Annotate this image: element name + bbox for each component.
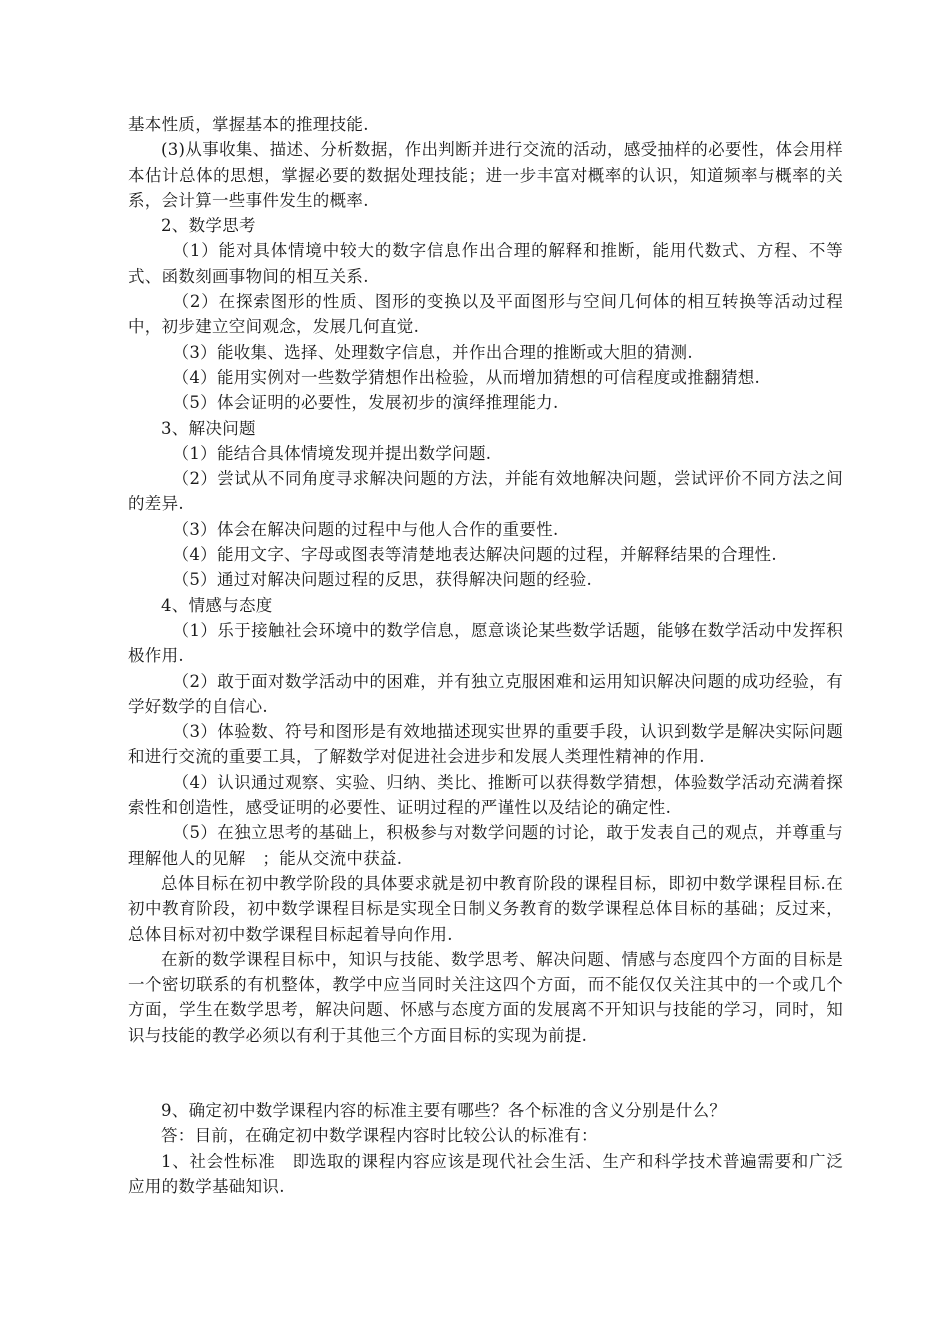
answer-paragraph: 答：目前，在确定初中数学课程内容时比较公认的标准有： (161, 1126, 598, 1146)
list-item: （5）体会证明的必要性，发展初步的演绎推理能力. (172, 393, 559, 413)
section-heading-emotion-attitude: 4、情感与态度 (161, 595, 273, 615)
document-body (128, 112, 843, 1199)
list-item: （5）在独立思考的基础上，积极参与对数学问题的讨论，敢于发表自己的观点，并尊重与理解他人的见解 ；能从交流中获益. (128, 823, 843, 868)
list-item: （3）体会在解决问题的过程中与他人合作的重要性. (172, 519, 559, 539)
answer-paragraph: 1、社会性标准 即选取的课程内容应该是现代社会生活、生产和科学技术普遍需要和广泛应用的数学基础知识. (128, 1151, 843, 1196)
list-item: （2）尝试从不同角度寻求解决问题的方法，并能有效地解决问题，尝试评价不同方法之间的差异. (128, 469, 843, 514)
section-heading-problem-solving: 3、解决问题 (161, 418, 256, 438)
list-item: （3）体验数、符号和图形是有效地描述现实世界的重要手段，认识到数学是解决实际问题和进行交流的重要工具，了解数学对促进社会进步和发展人类理性精神的作用. (128, 722, 843, 767)
list-item: （1）能结合具体情境发现并提出数学问题. (172, 443, 492, 463)
paragraph-gap (128, 1048, 843, 1098)
list-item: （4）能用文字、字母或图表等清楚地表达解决问题的过程，并解释结果的合理性. (172, 545, 777, 565)
list-item: （4）认识通过观察、实验、归纳、类比、推断可以获得数学猜想，体验数学活动充满着探索性和创造性，感受证明的必要性、证明过程的严谨性以及结论的确定性. (128, 772, 843, 818)
list-item: （1）乐于接触社会环境中的数学信息，愿意谈论某些数学话题，能够在数学活动中发挥积极作用. (128, 620, 843, 666)
paragraph-continuation: 基本性质，掌握基本的推理技能. (128, 115, 369, 134)
section-heading-math-thinking: 2、数学思考 (161, 216, 256, 236)
list-item: （4）能用实例对一些数学猜想作出检验，从而增加猜想的可信程度或推翻猜想. (172, 367, 761, 387)
question-heading: 9、确定初中数学课程内容的标准主要有哪些？各个标准的含义分别是什么？ (161, 1100, 727, 1120)
list-item: （2）敢于面对数学活动中的困难，并有独立克服困难和运用知识解决问题的成功经验，有学好数学的自信心. (128, 671, 843, 716)
list-item: （3）能收集、选择、处理数字信息，并作出合理的推断或大胆的猜测. (172, 342, 693, 362)
paragraph-item-3: (3)从事收集、描述、分析数据，作出判断并进行交流的活动，感受抽样的必要性，体会用样本估计总体的思想，掌握必要的数据处理技能；进一步丰富对概率的认识，知道频率与概率的关系，会计算一些事件发生的概率. (128, 140, 843, 210)
body-paragraph: 总体目标在初中教学阶段的具体要求就是初中教育阶段的课程目标，即初中数学课程目标.在初中教育阶段，初中数学课程目标是实现全日制义务教育的数学课程总体目标的基础；反过来，总体目标对初中数学课程目标起着导向作用. (128, 873, 843, 944)
list-item: （5）通过对解决问题过程的反思，获得解决问题的经验. (172, 570, 593, 590)
list-item: （2）在探索图形的性质、图形的变换以及平面图形与空间几何体的相互转换等活动过程中，初步建立空间观念，发展几何直觉. (128, 292, 843, 337)
list-item: （1）能对具体情境中较大的数字信息作出合理的解释和推断，能用代数式、方程、不等式、函数刻画事物间的相互关系. (128, 241, 843, 286)
body-paragraph: 在新的数学课程目标中，知识与技能、数学思考、解决问题、情感与态度四个方面的目标是一个密切联系的有机整体，教学中应当同时关注这四个方面，而不能仅仅关注其中的一个或几个方面，学生在数学思考，解决问题、怀感与态度方面的发展离不开知识与技能的学习，同时，知识与技能的教学必须以有利于其他三个方面目标的实现为前提. (128, 949, 843, 1045)
